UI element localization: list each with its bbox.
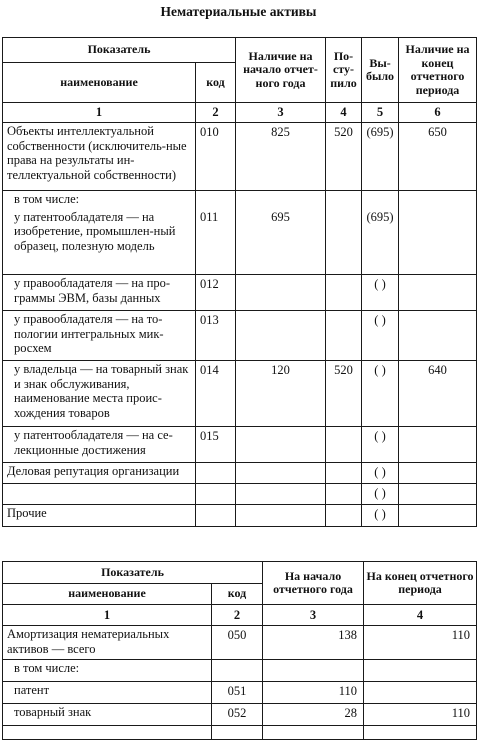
- row-received: [326, 484, 362, 505]
- header-name: наименование: [3, 584, 212, 605]
- colnum-2: 2: [196, 103, 236, 123]
- row-code: 010: [196, 123, 236, 191]
- row-name: у владельца — на товарный знак и знак обслуживания, наименование места проис-хождения товаров: [3, 361, 196, 427]
- row-code: 015: [196, 427, 236, 463]
- row-end: [364, 682, 477, 704]
- row-received: [326, 191, 362, 275]
- row-end: [399, 275, 477, 311]
- header-indicator: Показатель: [3, 38, 236, 63]
- intangible-assets-table: [2, 37, 477, 527]
- row-end: [364, 726, 477, 740]
- row-name: [3, 726, 212, 740]
- row-start: [236, 427, 326, 463]
- row-start: 695: [236, 191, 326, 275]
- row-name: у правообладателя — на то-пологии интегральных мик-росхем: [3, 311, 196, 361]
- row-name: [3, 191, 196, 275]
- row-start: [236, 463, 326, 484]
- row-start: [236, 311, 326, 361]
- row-code: [196, 463, 236, 484]
- row-retired: (695): [362, 123, 399, 191]
- row-retired: (695): [362, 191, 399, 275]
- row-name: патент: [3, 682, 212, 704]
- row-code: [212, 726, 263, 740]
- row-received: [326, 505, 362, 527]
- row-subheading: в том числе:: [14, 192, 80, 206]
- row-start: 120: [236, 361, 326, 427]
- colnum-6: 6: [399, 103, 477, 123]
- row-code: 051: [212, 682, 263, 704]
- row-start: [236, 275, 326, 311]
- row-start: 138: [263, 626, 364, 660]
- colnum-4: 4: [364, 605, 477, 626]
- row-end: [399, 463, 477, 484]
- row-end: 110: [364, 704, 477, 726]
- row-code: 013: [196, 311, 236, 361]
- row-received: 520: [326, 123, 362, 191]
- row-name-text: у патентообладателя — на изобретение, промышлен-ный образец, полезную модель: [14, 209, 176, 253]
- table-row: [3, 427, 477, 463]
- table-row: [3, 660, 477, 682]
- row-retired: ( ): [362, 311, 399, 361]
- row-name: товарный знак: [3, 704, 212, 726]
- row-name: Деловая репутация организации: [3, 463, 196, 484]
- row-start: [236, 505, 326, 527]
- row-retired: ( ): [362, 427, 399, 463]
- row-code: [196, 505, 236, 527]
- table-row: [3, 275, 477, 311]
- colnum-1: 1: [3, 605, 212, 626]
- row-start: 110: [263, 682, 364, 704]
- header-name: наименование: [3, 63, 196, 103]
- row-end: [364, 660, 477, 682]
- table-row: [3, 626, 477, 660]
- row-end: [399, 311, 477, 361]
- row-start: [263, 726, 364, 740]
- header-start: Наличие на начало отчет-ного года: [236, 38, 326, 103]
- colnum-3: 3: [263, 605, 364, 626]
- row-name: Амортизация нематериальных активов — всего: [3, 626, 212, 660]
- table-row: [3, 484, 477, 505]
- row-code: [212, 660, 263, 682]
- table-row: [3, 682, 477, 704]
- table-row: [3, 463, 477, 484]
- header-received: По-сту-пило: [326, 38, 362, 103]
- table-row: [3, 361, 477, 427]
- row-received: [326, 311, 362, 361]
- row-end: 650: [399, 123, 477, 191]
- amortization-table: [2, 561, 477, 740]
- row-end: [399, 505, 477, 527]
- row-received: [326, 275, 362, 311]
- row-code: [196, 484, 236, 505]
- row-retired: ( ): [362, 463, 399, 484]
- row-start: [263, 660, 364, 682]
- header-indicator: Показатель: [3, 562, 263, 584]
- header-start: На начало отчетного года: [263, 562, 364, 605]
- colnum-4: 4: [326, 103, 362, 123]
- row-retired: ( ): [362, 361, 399, 427]
- row-name: в том числе:: [3, 660, 212, 682]
- header-code: код: [196, 63, 236, 103]
- row-start: 28: [263, 704, 364, 726]
- row-retired: ( ): [362, 505, 399, 527]
- colnum-3: 3: [236, 103, 326, 123]
- table-row: [3, 191, 477, 275]
- row-code: 052: [212, 704, 263, 726]
- colnum-2: 2: [212, 605, 263, 626]
- row-end: [399, 427, 477, 463]
- row-end: [399, 484, 477, 505]
- table-row: [3, 123, 477, 191]
- row-name: [3, 484, 196, 505]
- table-row: [3, 505, 477, 527]
- header-code: код: [212, 584, 263, 605]
- row-end: 640: [399, 361, 477, 427]
- row-code: 012: [196, 275, 236, 311]
- row-code: 050: [212, 626, 263, 660]
- header-retired: Вы-было: [362, 38, 399, 103]
- row-retired: ( ): [362, 275, 399, 311]
- row-name: Прочие: [3, 505, 196, 527]
- table-row: [3, 704, 477, 726]
- header-end: На конец отчетного периода: [364, 562, 477, 605]
- row-code: 011: [196, 191, 236, 275]
- row-name: у правообладателя — на про-граммы ЭВМ, базы данных: [3, 275, 196, 311]
- header-end: Наличие на конец отчетного периода: [399, 38, 477, 103]
- row-received: [326, 463, 362, 484]
- page-title: Нематериальные активы: [160, 4, 317, 19]
- colnum-1: 1: [3, 103, 196, 123]
- row-retired: ( ): [362, 484, 399, 505]
- table-row: [3, 311, 477, 361]
- row-start: 825: [236, 123, 326, 191]
- row-start: [236, 484, 326, 505]
- row-name: Объекты интеллектуальной собственности (исключитель-ные права на результаты ин-теллектуальной собственности): [3, 123, 196, 191]
- colnum-5: 5: [362, 103, 399, 123]
- row-name: у патентообладателя — на се-лекционные достижения: [3, 427, 196, 463]
- row-end: 110: [364, 626, 477, 660]
- row-end: [399, 191, 477, 275]
- table-row: [3, 726, 477, 740]
- row-received: [326, 427, 362, 463]
- row-code: 014: [196, 361, 236, 427]
- row-received: 520: [326, 361, 362, 427]
